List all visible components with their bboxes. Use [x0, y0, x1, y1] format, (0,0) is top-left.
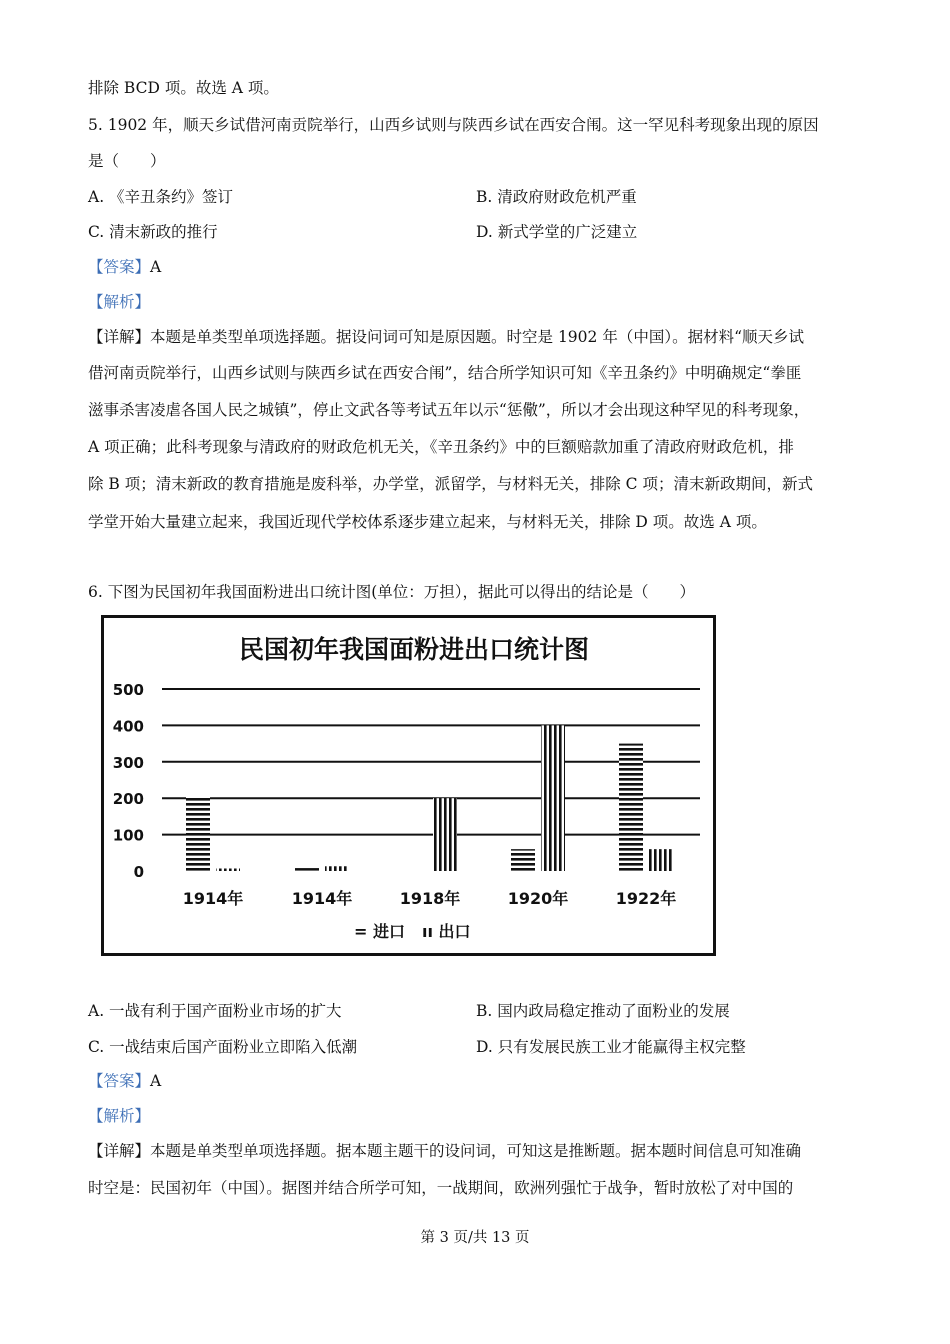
y-tick-label: 0: [133, 863, 144, 881]
bar-export: [649, 849, 673, 871]
q6-option-d: D. 只有发展民族工业才能赢得主权完整: [476, 1038, 746, 1056]
chart-canvas: [104, 618, 713, 953]
bar-export: [433, 798, 457, 871]
legend-import: = 进口: [354, 922, 405, 941]
x-tick-label: 1914年: [182, 889, 244, 908]
q5-stem-line2: 是（ ）: [88, 152, 166, 170]
q6-answer-value: A: [150, 1072, 162, 1090]
q6-option-a: A. 一战有利于国产面粉业市场的扩大: [88, 1002, 342, 1020]
q6-option-c: C. 一战结束后国产面粉业立即陷入低潮: [88, 1038, 358, 1056]
q5-answer-line: [88, 257, 161, 277]
q6-analysis-label: 【解析】: [88, 1107, 151, 1125]
q5-detail-text: 除 B 项；清末新政的教育措施是废科举，办学堂，派留学，与材料无关，排除 C 项；清末新政期间，新式: [88, 475, 813, 493]
chart-title: 民国初年我国面粉进出口统计图: [238, 635, 590, 664]
q6-detail-label: 【详解】: [88, 1142, 151, 1160]
y-tick-label: 100: [112, 826, 144, 845]
q5-option-d: D. 新式学堂的广泛建立: [476, 223, 638, 241]
q6-stem: 6. 下图为民国初年我国面粉进出口统计图(单位：万担），据此可以得出的结论是（ ）: [88, 583, 696, 601]
q5-option-b: B. 清政府财政危机严重: [476, 188, 637, 206]
bar-export: [216, 869, 240, 872]
q6-answer-line: [88, 1071, 161, 1091]
x-tick-label: 1922年: [615, 889, 677, 908]
q5-detail-text: A 项正确；此科考现象与清政府的财政危机无关，《辛丑条约》中的巨额赔款加重了清政府财政危机，排: [88, 438, 794, 456]
q6-detail-text: 时空是：民国初年（中国）。据图并结合所学可知，一战期间，欧洲列强忙于战争，暂时放松了对中国的: [88, 1179, 794, 1197]
bar-import: [295, 868, 319, 871]
q5-stem-line1: 5. 1902 年，顺天乡试借河南贡院举行，山西乡试则与陕西乡试在西安合闱。这一罕见科考现象出现的原因: [88, 116, 819, 134]
flour-trade-chart: [101, 615, 716, 956]
q5-answer-value: A: [150, 258, 162, 276]
prev-answer-tail: 排除 BCD 项。故选 A 项。: [88, 79, 279, 97]
bar-export: [541, 725, 565, 871]
x-tick-label: 1920年: [507, 889, 569, 908]
q6-option-b: B. 国内政局稳定推动了面粉业的发展: [476, 1002, 730, 1020]
bar-import: [511, 849, 535, 871]
bar-export: [325, 866, 349, 871]
q6-answer-label: 【答案】: [88, 1072, 151, 1090]
q6-detail-line: [88, 1141, 801, 1161]
bar-import: [619, 744, 643, 871]
q5-option-c: C. 清末新政的推行: [88, 223, 218, 241]
legend-export: ıı 出口: [422, 922, 471, 941]
y-tick-label: 300: [112, 753, 144, 772]
q5-analysis-label: 【解析】: [88, 293, 151, 311]
q5-detail-line: [88, 327, 804, 347]
x-tick-label: 1914年: [291, 889, 353, 908]
x-tick-label: 1918年: [399, 889, 461, 908]
q5-detail-text: 本题是单类型单项选择题。据设问词可知是原因题。时空是 1902 年（中国）。据材料“顺天乡试: [150, 328, 804, 346]
q5-detail-label: 【详解】: [88, 328, 151, 346]
y-tick-label: 400: [112, 717, 144, 736]
q5-answer-label: 【答案】: [88, 258, 151, 276]
page-footer: 第 3 页/共 13 页: [420, 1230, 530, 1246]
y-tick-label: 500: [112, 681, 144, 699]
q5-detail-text: 学堂开始大量建立起来，我国近现代学校体系逐步建立起来，与材料无关，排除 D 项。故选 A 项。: [88, 513, 767, 531]
q5-detail-text: 借河南贡院举行，山西乡试则与陕西乡试在西安合闱”，结合所学知识可知《辛丑条约》中明确规定“拳匪: [88, 364, 802, 382]
q6-detail-text: 本题是单类型单项选择题。据本题主题干的设问词，可知这是推断题。据本题时间信息可知准确: [150, 1142, 802, 1160]
q5-detail-text: 滋事杀害凌虐各国人民之城镇”，停止文武各等考试五年以示“惩儆”，所以才会出现这种罕见的科考现象，: [88, 401, 810, 419]
q5-option-a: A. 《辛丑条约》签订: [88, 188, 234, 206]
y-tick-label: 200: [112, 790, 144, 809]
bar-import: [186, 796, 210, 871]
